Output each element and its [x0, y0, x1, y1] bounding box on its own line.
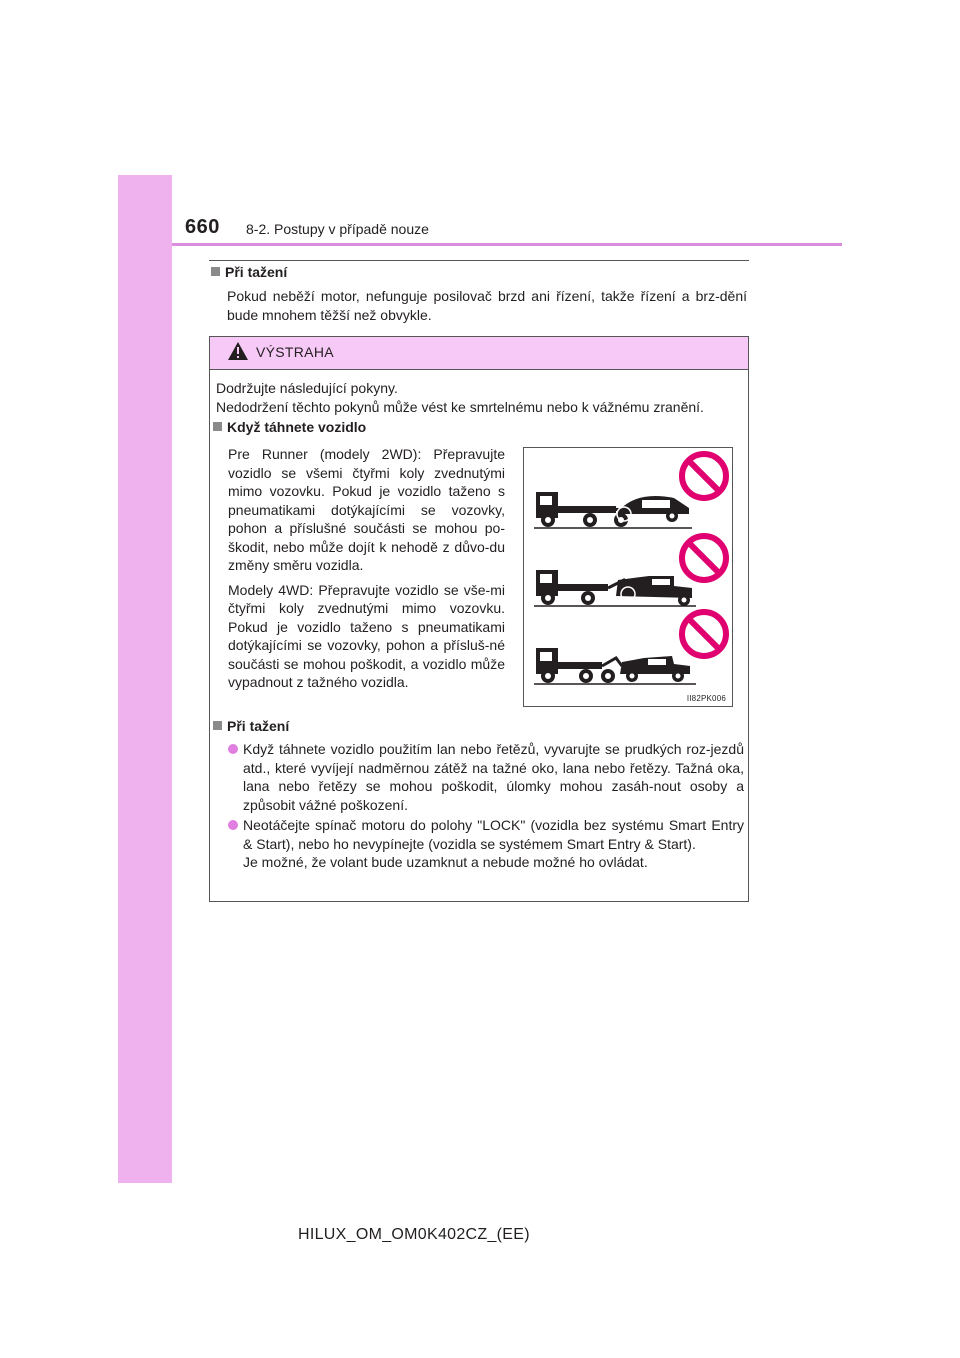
- towing-illustration: [523, 447, 733, 707]
- footer-code: HILUX_OM_OM0K402CZ_(EE): [298, 1226, 530, 1243]
- bullet2-text: [243, 816, 744, 872]
- header-rule: [172, 243, 842, 246]
- illustration-code: II82PK006: [686, 694, 726, 703]
- warning-triangle-icon: [227, 341, 249, 361]
- section1-para1: Pre Runner (modely 2WD): Přepravujte vozidlo se všemi čtyřmi koly zvednutými mimo vozovku. Pokud je vozidlo taženo s pneumatikami dotýkajícími se vozovky, pohon a příslušné součásti se mohou po-škodit, nebo může dojít k nehodě z důvo-du změny směru vozidla.: [228, 446, 505, 573]
- chapter-side-tab: [118, 175, 172, 1183]
- warning-intro: [216, 379, 746, 416]
- section1-text: [228, 445, 505, 698]
- prohibition-sign-3: [682, 612, 726, 656]
- tow-truck-row2: [534, 570, 696, 606]
- prohibition-sign-2: [682, 536, 726, 580]
- page-number: 660: [185, 216, 220, 238]
- section2-heading-text: Při tažení: [227, 718, 290, 734]
- warning-intro-line1: Dodržujte následující pokyny.: [216, 380, 398, 396]
- bullet-item-chains: [228, 740, 744, 814]
- bullet-dot-icon: [228, 744, 238, 754]
- warning-header: [210, 337, 748, 370]
- square-bullet-icon: [213, 721, 222, 730]
- square-bullet-icon: [213, 422, 222, 431]
- bullet1-text: Když táhnete vozidlo použitím lan nebo řetězů, vyvarujte se prudkých roz-jezdů atd., které vyvíjejí nadměrnou zátěž na tažné oko, lana nebo řetězy. Tažná oka, lana nebo řetězy se mohou poškodit, úlomky mohou zasáh-nout osoby a způsobit vážné poškození.: [243, 741, 744, 813]
- intro-paragraph: Pokud neběží motor, nefunguje posilovač brzd ani řízení, takže řízení a brz-dění bude mnohem těžší než obvykle.: [227, 288, 747, 323]
- bullet2-line2: Je možné, že volant bude uzamknut a nebude možné ho ovládat.: [243, 854, 648, 870]
- prohibition-sign-1: [682, 454, 726, 498]
- top-rule: [209, 260, 749, 261]
- intro-heading: [211, 264, 287, 280]
- warning-intro-line2: Nedodržení těchto pokynů může vést ke smrtelnému nebo k vážnému zranění.: [216, 398, 704, 415]
- warning-label: VÝSTRAHA: [256, 344, 334, 360]
- bullet-dot-icon: [228, 820, 238, 830]
- section-title: 8-2. Postupy v případě nouze: [246, 221, 429, 237]
- tow-truck-row1: [534, 492, 692, 528]
- intro-heading-text: Při tažení: [225, 264, 288, 280]
- square-bullet-icon: [211, 267, 220, 276]
- section2-heading: [213, 718, 289, 734]
- towing-illustration-drawing: [524, 448, 732, 706]
- section1-para2: Modely 4WD: Přepravujte vozidlo se vše-mi čtyřmi koly zvednutými mimo vozovku. Pokud je vozidlo taženo s pneumatikami dotýkajícími se vozovky, pohon a přísluš-né součásti se mohou poškodit, a vozidlo může vypadnout z tažného vozidla.: [228, 581, 505, 690]
- section1-heading-text: Když táhnete vozidlo: [227, 419, 367, 435]
- section1-heading: [213, 419, 366, 435]
- tow-truck-row3: [534, 648, 696, 684]
- bullet2-line1: Neotáčejte spínač motoru do polohy "LOCK" (vozidla bez systému Smart Entry & Start), nebo ho nevypínejte (vozidla se systémem Smart Entry & Start).: [243, 817, 744, 852]
- warning-box: [209, 336, 749, 902]
- bullet-item-lock: [228, 816, 744, 872]
